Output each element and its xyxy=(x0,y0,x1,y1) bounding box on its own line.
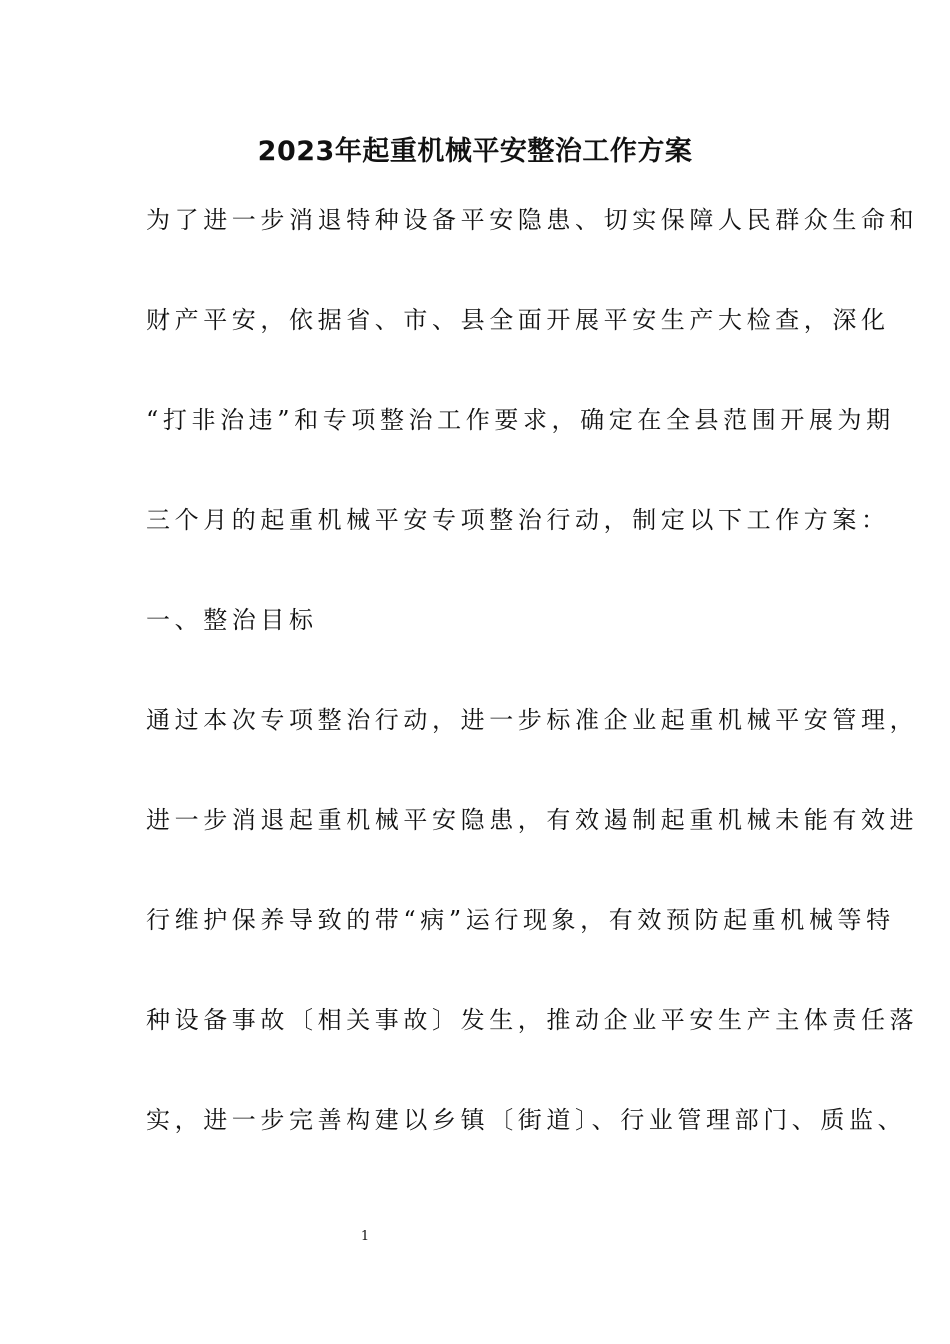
page-number: 1 xyxy=(360,1229,370,1244)
document-title: 2023年起重机械平安整治工作方案 xyxy=(257,136,693,167)
section-heading: 一、整治目标 xyxy=(146,606,318,634)
paragraph-line: 财产平安，依据省、市、县全面开展平安生产大检查，深化 xyxy=(146,306,890,334)
paragraph-line: 进一步消退起重机械平安隐患，有效遏制起重机械未能有效进 xyxy=(146,806,919,834)
paragraph-line: 实，进一步完善构建以乡镇〔街道〕、行业管理部门、质监、 xyxy=(146,1106,907,1134)
paragraph-line: 种设备事故〔相关事故〕发生，推动企业平安生产主体责任落 xyxy=(146,1006,919,1034)
paragraph-line: 行维护保养导致的带“病”运行现象，有效预防起重机械等特 xyxy=(146,906,895,934)
paragraph-line: 为了进一步消退特种设备平安隐患、切实保障人民群众生命和 xyxy=(146,206,919,234)
paragraph-line: 三个月的起重机械平安专项整治行动，制定以下工作方案： xyxy=(146,506,890,534)
paragraph-line: “打非治违”和专项整治工作要求，确定在全县范围开展为期 xyxy=(146,406,895,434)
paragraph-line: 通过本次专项整治行动，进一步标准企业起重机械平安管理， xyxy=(146,706,919,734)
